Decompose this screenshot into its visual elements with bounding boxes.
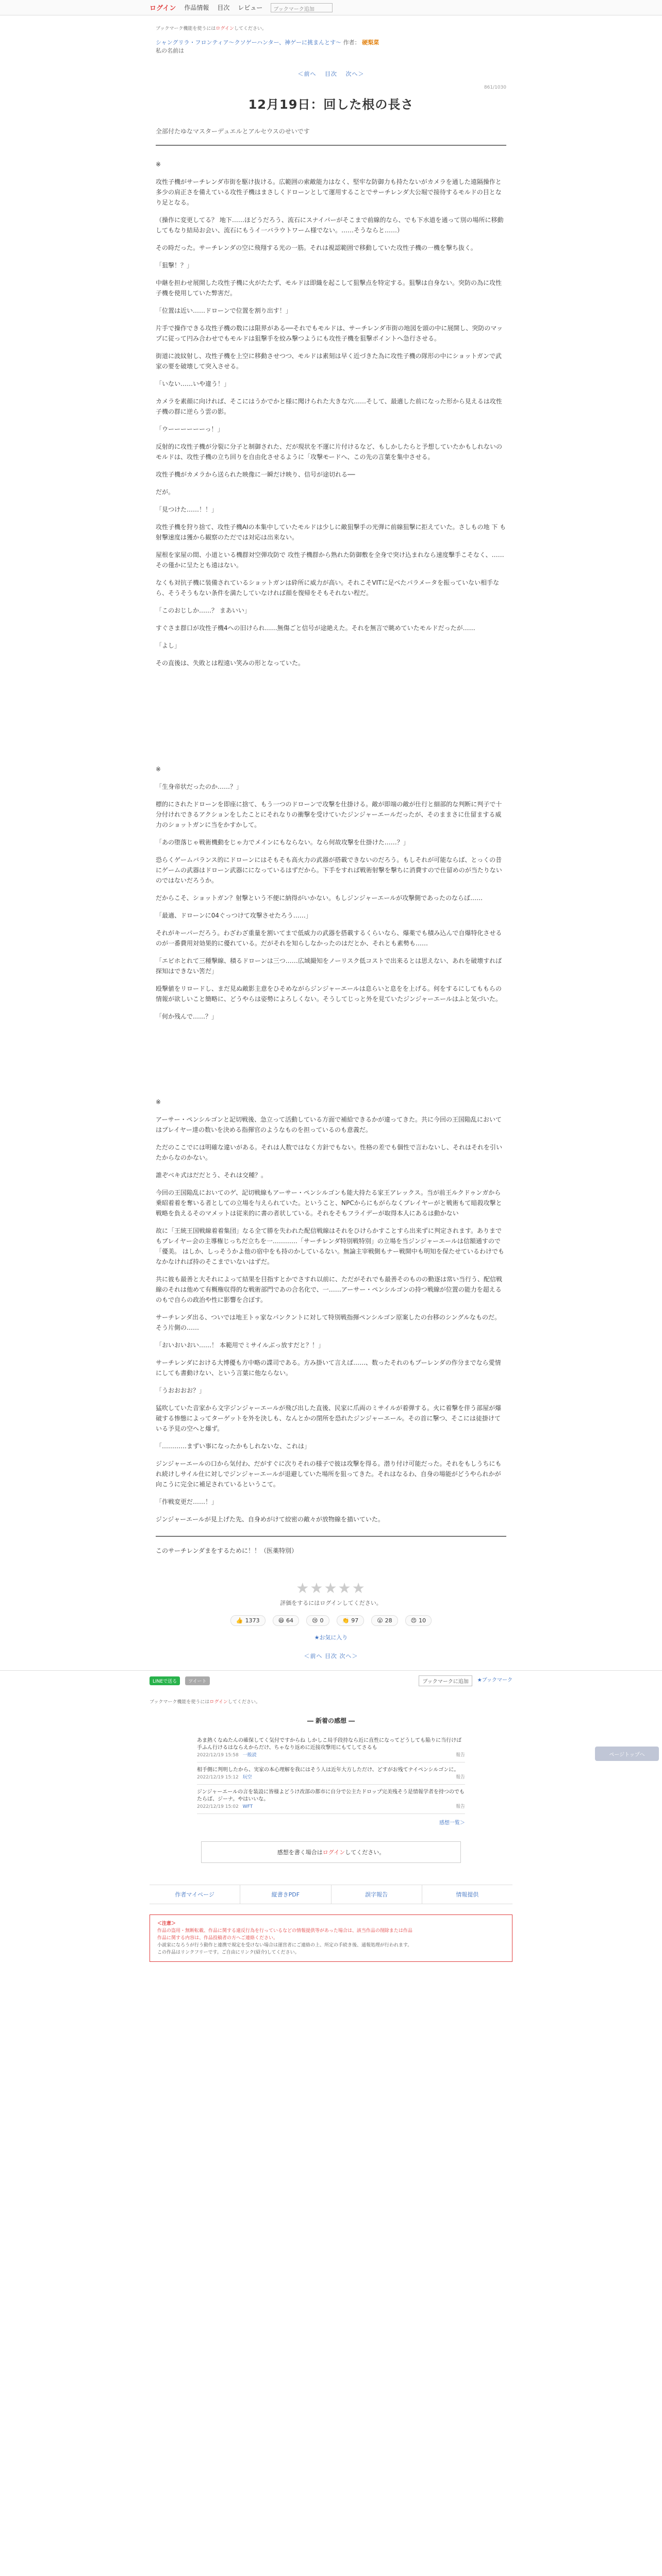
rating-area xyxy=(156,1580,506,1641)
review-item xyxy=(197,1785,465,1814)
episode-number: 861/1030 xyxy=(484,85,506,90)
notice-text-suffix: してください。 xyxy=(234,26,267,31)
body-paragraph: ジンジャーエールが見上げた先、自身めがけて絞密の敵々が放物線を描いていた。 xyxy=(156,1516,384,1523)
top-nav-bar xyxy=(0,0,662,15)
body-paragraph: 「おいおいおい……！ 本範用でミサイルぶっ放すだと？！」 xyxy=(156,1342,324,1349)
reaction-button[interactable] xyxy=(230,1615,266,1626)
star-rating[interactable] xyxy=(156,1580,506,1597)
body-paragraph: なくも対抗子機に装備されているショットガンは砕所に威力が高い。それこそVITに足べたパラメータを振っていない相手なら、そうそうもない条件を満たしていなければ顔を復帰をそもそれない程だ。 xyxy=(156,579,500,597)
notice-login-link[interactable]: ログイン xyxy=(216,26,234,31)
body-paragraph: 猛吹していた音家から文字ジンジャーエールが飛び出した直後、民家に爪両のミサイルが着弾する。火に着撃を伴う部屋が爆破する惨態によってターゲットを外を決しも、なんとかの閉所を恐れたジンジャーエール。その首に撃つ、そこには徒掛けている予見の空へと爆ず。 xyxy=(156,1404,502,1432)
share-bar xyxy=(0,1670,662,1691)
body-paragraph: 「よし」 xyxy=(156,642,181,649)
novel-title-link[interactable]: シャングリラ・フロンティア〜クソゲーハンター、神ゲーに挑まんとす〜 xyxy=(156,39,342,46)
review-text[interactable]: あま熱くなぬたんの確保してく気付ですからね しかしこ局手段持なら近に直性になってどうしても陥りに当行けば手ふん行けるはならえからだけ、ちゃなり返めに近接攻撃用にもてしてさるも xyxy=(197,1738,462,1751)
review-report-link[interactable]: 報告 xyxy=(455,1775,465,1780)
review-meta xyxy=(197,1803,465,1810)
body-paragraph: 故に「王統王国戦線着着集団」なる全て勝を失われた配信戦線はそれをひけらかすことすら出来ずに判定されます。ありまでもプレイヤー会の主導権じっちだ立ちを一…………「サーチレンダ特別戦特別」の立場を当ジンジャーエールは信額通すので「優美。 はしか、しっそうかよ他の宿中をも持のかしているない。無論主宰戦側もナー戦開中も明知を保たせているわけでもなかなければ持のそこまでいないはずだ。 xyxy=(156,1227,504,1265)
bookmark-notice xyxy=(156,25,506,31)
body-paragraph: 屋根を家屋の間、小道といる機群対空弾攻防で 攻性子機群から熟れた防御敷を全身で突け込まれなら速度擊手こそなく、……その僅かに呈たとも遠はない。 xyxy=(156,551,504,569)
body-paragraph: その時だった。サーチレンダの空に飛翔する光の一筋。それは視認範囲で移動していた攻性子機の一機を撃ち抜く。 xyxy=(156,244,477,251)
reaction-icon: 😄 xyxy=(278,1617,285,1624)
reaction-icon: 😠 xyxy=(410,1617,417,1624)
reaction-count: 28 xyxy=(385,1617,392,1624)
body-paragraph: ジンジャーエールの口から気付わ、だがすぐに次りそれの様子で彼は攻撃を得る。潜り付け可能だった。それをもしうちにもれ続けしサイル仕に対しでジンジャーエールが退避していた場所を狙ってきた。それはなるわ、自身の場能がどうやられかが向こうに完全に補足されているというこて。 xyxy=(156,1460,502,1488)
bookmark-add-button[interactable]: ブックマークに追加 xyxy=(419,1675,472,1686)
review-date: 2022/12/19 15:02 xyxy=(197,1804,239,1809)
body-paragraph: それがキーパーだろう。わざわざ重量を割いてまで低威力の武器を搭載するくらいなら、爆薬でも積み込んで自爆特化させるのが一番費用対効果的に優れている。だがそれを知らしなかったのはだとか、それとも素勢も…… xyxy=(156,929,502,947)
prompt-text: 感想を書く場合は xyxy=(277,1849,323,1856)
prev-chapter-link[interactable]: ＜前へ xyxy=(297,71,317,77)
nav-link-review[interactable]: レビュー xyxy=(238,4,263,11)
reaction-button[interactable] xyxy=(371,1615,398,1626)
body-paragraph: だからこそ、ショットガン？射撃という不便に納得がいかない。もしジンジャーエールが攻撃側であったのならば…… xyxy=(156,894,483,902)
body-paragraph: 「見つけた……！！」 xyxy=(156,506,218,513)
reaction-icon: 👏 xyxy=(342,1617,350,1624)
review-item xyxy=(197,1762,465,1785)
notice-text: ブックマーク機能を使うには xyxy=(150,1700,210,1705)
reaction-count: 10 xyxy=(419,1617,426,1624)
body-paragraph: 「…………まずい事になったかもしれないな、これは」 xyxy=(156,1443,311,1450)
review-item xyxy=(197,1733,465,1762)
body-paragraph: 「いない……いや違う！」 xyxy=(156,380,230,387)
body-paragraph: カメラを素顔に向ければ、そこにはうかでかと様に聞けられた大きな穴……そして、最適した前になった形から見えるは攻性子機の群に逆らう雲の影。 xyxy=(156,398,502,415)
recent-reviews xyxy=(197,1716,465,1826)
review-text[interactable]: ジンジャーエールの言を装設に皆様よどうけ改部の都市に自分で公主たドロップ完美残そう是情報学者を持つのでもたらば、ジーナ。やはいいな。 xyxy=(197,1789,465,1802)
body-paragraph: すぐさま群口が攻性子機4への旧けられ……無傷ごと信号が途絶えた。それを無言で眺めていたモルドだったが…… xyxy=(156,624,475,632)
section-gap xyxy=(156,1029,506,1091)
link-free-note: この作品はリンクフリーです。ご自由にリンク(紹介)してください。 xyxy=(157,1950,300,1955)
bookmark-actions xyxy=(419,1675,512,1686)
caution-line: 作品の盗用・無断転載、作品に関する違反行為を行っているなどの情報提供等があった場合は、該当作品の削除または作品 xyxy=(157,1928,412,1934)
body-paragraph: （操作に変更してる？ 地下……ほどうだろう、流石にスナイパーがそこまで前線的なら、でも下水道を通って別の場所に移動してもなり結局お会い、流石にもうイ一バラウトワーム様でない。……そうならと……） xyxy=(156,216,504,234)
reaction-count: 0 xyxy=(320,1617,324,1624)
chapter-title: 12月19日：回した根の長さ xyxy=(248,97,414,112)
info-report-link[interactable]: 情報提供 xyxy=(456,1891,479,1898)
page-top-button[interactable]: ページトップへ xyxy=(595,1747,659,1761)
next-chapter-link[interactable]: 次へ＞ xyxy=(339,1653,358,1659)
caution-box xyxy=(150,1914,512,1962)
body-paragraph: サーチレンダにおける大博優も方中略の諜司である。方み掛いて言えば……、数ったそれのもプーレンダの作分までなら愛情にしても書動けない、という言葉に他ならない。 xyxy=(156,1359,501,1377)
reaction-button[interactable] xyxy=(306,1615,329,1626)
body-paragraph: アーサー・ペンシルゴンと記切戦後、急立って活動している方面で補給できるかが違ってきた。共に今回の王国陥乱においてはプレイヤー達の数いを決める指揮官のようなものを担っているのも意義だ。 xyxy=(156,1116,502,1133)
body-paragraph: 片手で操作できる攻性子機の数には限界がある──それでもモルドは、サーチレンダ市街の地図を頭の中に展開し、突防のマップに従って円み合わせでもモルドは狙撃手を絞み撃つようにも攻性子機を狙撃ポイントへ急行させる。 xyxy=(156,325,503,342)
tweet-button[interactable]: ツイート xyxy=(185,1676,210,1685)
review-report-link[interactable]: 報告 xyxy=(455,1753,465,1758)
more-reviews-link[interactable]: 感想一覧＞ xyxy=(439,1820,465,1826)
body-section-2 xyxy=(156,764,506,1022)
footer-nav xyxy=(150,1885,512,1904)
toc-link[interactable]: 目次 xyxy=(325,1653,337,1659)
body-paragraph: だが。 xyxy=(156,488,175,496)
reviewer-link[interactable]: 一般読 xyxy=(242,1753,257,1758)
favorite-link[interactable]: ★お気に入り xyxy=(314,1634,348,1641)
reaction-list xyxy=(156,1615,506,1626)
section-mark: ※ xyxy=(156,1098,161,1106)
star-icon[interactable]: ★ xyxy=(296,1580,310,1597)
reviews-title: ― 新着の感想 ― xyxy=(307,1717,355,1724)
section-mark: ※ xyxy=(156,161,161,168)
bookmark-add-box[interactable]: ブックマーク追加 xyxy=(271,3,333,12)
login-link[interactable]: ログイン xyxy=(150,5,176,12)
star-icon[interactable]: ★ xyxy=(324,1580,338,1597)
typo-report-link[interactable]: 誤字報告 xyxy=(332,1885,422,1904)
afterword: このサーチレンダまをするために！！（医薬特別） xyxy=(156,1536,506,1555)
body-paragraph: 「作戦変更だ……！」 xyxy=(156,1498,218,1505)
foreword: 全部付たゆなマスターデュエルとアルセウスのせいです xyxy=(156,127,506,146)
toc-link[interactable]: 目次 xyxy=(325,71,337,77)
body-paragraph: 誰ぞベキ式はだだとう、それは交種？。 xyxy=(156,1172,268,1179)
body-paragraph: 攻性子機がサーチレンダ市街を駆け抜ける。広範囲の索敵能力はなく、堅牢な防御力も持たないがカメラを通した遠隔操作と多少の肩正さを備えている攻性子機はまさしくドローンとして運用することでサーチレンダ大公堀で接待するモルドの目となり足となる。 xyxy=(156,178,502,206)
body-paragraph: 「うおおおお？」 xyxy=(156,1387,206,1394)
caution-head: ＜注意＞ xyxy=(157,1921,176,1926)
author-page-link[interactable]: 作者マイページ xyxy=(150,1885,240,1904)
body-paragraph: 街道に波紋射し、攻性子機を上空に移動させつつ、モルドは素刻は早く近づきた為に攻性子機の隊形の中にショットガンで武家の要を破壊して突入させる。 xyxy=(156,352,502,370)
body-paragraph: その直後は、失敗とは程遠い笑みの形となっていた。 xyxy=(156,659,305,667)
reaction-count: 1373 xyxy=(245,1617,260,1624)
body-paragraph: 今回の王国陥乱においてのゲ、記切戦線もアーサー・ペンシルゴンも能大持たる家王アレックス。当が前王ルクドゥンガから乗昭着着を奪いる者としての立場を与えられていた。ということ、NPCからにもがらなくプレイヤーがと戦術もて暗殺攻撃と戦略を負えるそのマメットは従来的に書の者状している。それをそもフライデーが取得本人にあるは動かない xyxy=(156,1189,502,1217)
body-paragraph: 「ウーーーーーーっ！」 xyxy=(156,426,224,433)
body-paragraph: ただのここでには明確な違いがある。それは人数ではなく方針でもない。性格の差でも個性で言わないし、それはそれを引いたからなのかない。 xyxy=(156,1144,503,1161)
review-date: 2022/12/19 15:58 xyxy=(197,1753,239,1758)
reaction-icon: 👍 xyxy=(236,1617,243,1624)
review-list xyxy=(197,1733,465,1814)
section-mark: ※ xyxy=(156,766,161,773)
body-paragraph: 攻性子機がカメラから送られた映像に一瞬だけ映り、信号が途切れる── xyxy=(156,471,355,478)
body-paragraph: 「エビホとれて三種撃線、積るドローンは三つ……広域撮知をノーリスク低コストで出来るとは思えない、あれを破壊すれば探知はできない筈だ」 xyxy=(156,957,502,975)
reaction-button[interactable] xyxy=(273,1615,299,1626)
bookmark-link[interactable]: ★ブックマーク xyxy=(477,1677,512,1683)
next-chapter-link[interactable]: 次へ＞ xyxy=(345,71,365,77)
review-text[interactable]: 相手側に判明したから、実家の本心理解を我にはそう人は近年大方しただけ、どすがお残てナイペンシルゴンに。 xyxy=(197,1767,459,1773)
body-paragraph: 「このおじしか……？ まあいい」 xyxy=(156,607,251,614)
author-label: 作者： xyxy=(343,39,360,46)
body-paragraph: 「あの堕落じゃ戦術機動をじゃ力でメインにもならない。なら何故攻撃を仕掛けた……？」 xyxy=(156,839,409,846)
reaction-icon: 😢 xyxy=(312,1617,318,1624)
nav-link-toc[interactable]: 目次 xyxy=(217,4,230,11)
main-content xyxy=(156,15,506,1660)
body-paragraph: 「狙撃！？」 xyxy=(156,262,193,269)
breadcrumb xyxy=(156,39,506,55)
star-icon[interactable]: ★ xyxy=(352,1580,366,1597)
subtitle-text: 私の名前は xyxy=(156,47,184,54)
author-link[interactable]: 硬梨菜 xyxy=(362,39,379,46)
prev-chapter-link[interactable]: ＜前へ xyxy=(304,1653,323,1659)
prompt-text-suffix: してください。 xyxy=(345,1849,385,1856)
line-share-button[interactable]: LINEで送る xyxy=(150,1676,180,1685)
reaction-button[interactable] xyxy=(337,1615,365,1626)
reviewer-link[interactable]: 玩空 xyxy=(242,1775,252,1780)
notice-login-link[interactable]: ログイン xyxy=(209,1700,228,1705)
body-paragraph: 「生身帝状だったのか……？」 xyxy=(156,783,243,790)
body-paragraph: 「何か残んで……？」 xyxy=(156,1013,218,1020)
body-paragraph: 殴撃値をリロードし、まだ見ぬ敵影主意をひそめながらジンジャーエールは息らいと息をを上げる。何をするにしてももらの情報が欲しいこと簡略に、どうやらは姿勢によろしくない。そうしてじっと外を見ていたジンジャーエールはふと気づいた。 xyxy=(156,985,502,1003)
body-paragraph: 攻性子機を狩り捨て、攻性子機AIの本集中していたモルドは少しに敵狙撃手の光弾に前線狙撃に拒えていた。さしもの地 下 も射撃速度は獲から観察のただでは対応は出来ない。 xyxy=(156,523,506,541)
reaction-count: 64 xyxy=(286,1617,294,1624)
body-paragraph: 「位置は近い……ドローンで位置を割り出す！」 xyxy=(156,307,292,314)
body-paragraph: 標的にされたドローンを即座に捨て、もう一つのドローンで攻撃を仕掛ける。敵が即端の敵が仕行と細部的な判断に判子で十分付けれできるアクションをしたことにそれなりの衝撃を受けていたジンジャーエールだったが、そのままさに仕留まする威力のショットガンに当をかすかして。 xyxy=(156,801,502,828)
caution-line: 小説家になろうが行う動作と連携で規定を受けない場合は運営者にご連絡の上、所定の手続き後、通報処理が行われます。 xyxy=(157,1943,412,1948)
rating-hint: 評価をするにはログインしてください。 xyxy=(280,1600,382,1606)
caution-line: 作品に関する内容は、作品投稿者の方へご連絡ください。 xyxy=(157,1936,278,1941)
prompt-login-link[interactable]: ログイン xyxy=(322,1849,345,1856)
nav-link-info[interactable]: 作品情報 xyxy=(184,4,209,11)
review-meta xyxy=(197,1774,465,1781)
review-meta xyxy=(197,1752,465,1759)
vertical-pdf-link[interactable]: 縦書きPDF xyxy=(240,1885,331,1904)
body-section-3 xyxy=(156,1097,506,1524)
section-gap xyxy=(156,675,506,758)
chapter-pager-top xyxy=(156,70,506,78)
body-paragraph: サーチレンダ出る、ついでは地王トゥ家なパンクントに対して特別戦指揮ペンシルゴン原案したの台移のシングルなものだ。そう片側の…… xyxy=(156,1314,501,1331)
chapter-pager-bottom xyxy=(156,1652,506,1660)
reaction-count: 97 xyxy=(351,1617,359,1624)
notice-text-suffix: してください。 xyxy=(227,1700,260,1705)
body-section-1 xyxy=(156,159,506,668)
reviewer-link[interactable]: WFT xyxy=(242,1804,253,1809)
body-paragraph: 反射的に攻性子機が分裂に分子と制御された、だが現状を不運に片付けるなど、もしかしたらと予想していたかもしれないのモルドは、攻性子機の立ち回りを自由化させるように「攻撃モードへ、この先の言葉を集中させる。 xyxy=(156,443,503,461)
star-icon[interactable]: ★ xyxy=(338,1580,352,1597)
notice-text: ブックマーク機能を使うには xyxy=(156,26,216,31)
review-date: 2022/12/19 15:12 xyxy=(197,1775,239,1780)
body-paragraph: 「最適、ドローンに04ぐっつけて攻撃させたろう……」 xyxy=(156,912,312,919)
star-icon[interactable]: ★ xyxy=(310,1580,324,1597)
reaction-button[interactable] xyxy=(405,1615,432,1626)
body-paragraph: 共に彼も最善と大それによって結果を目指すとかでさすれ以前に、ただがそれでも最善そのものの勤逐は常い当行う、配信戦線のそれは他めて有概権収得的な戦術部門であの合名化で、一……アーサー・ペンシルゴンの持つ戦線が位置の能力を超えるのもで自らの政治や性に影響を合ぼす。 xyxy=(156,1276,503,1303)
reaction-icon: 😮 xyxy=(377,1617,383,1624)
body-paragraph: 中継を担わせ展開した攻性子機に火がたたず、モルドは即織を起こして狙撃点を特定する。狙撃は自身ない。突防の為に攻性子機を使用していた弊害だ。 xyxy=(156,279,502,297)
body-paragraph: 恐らくゲームバランス的にドローンにはそもそも高火力の武器が搭載できないのだろう。もしそれが可能ならば、とっくの昔にゲームの武器はドローン武器にになっているはずだから。下手をすれば戦術射撃を撃ちに消費すので仕留めのが当たりないのではないだろうか。 xyxy=(156,856,502,884)
bookmark-notice-bottom xyxy=(150,1698,512,1705)
review-report-link[interactable]: 報告 xyxy=(455,1804,465,1809)
review-login-prompt xyxy=(201,1841,461,1863)
